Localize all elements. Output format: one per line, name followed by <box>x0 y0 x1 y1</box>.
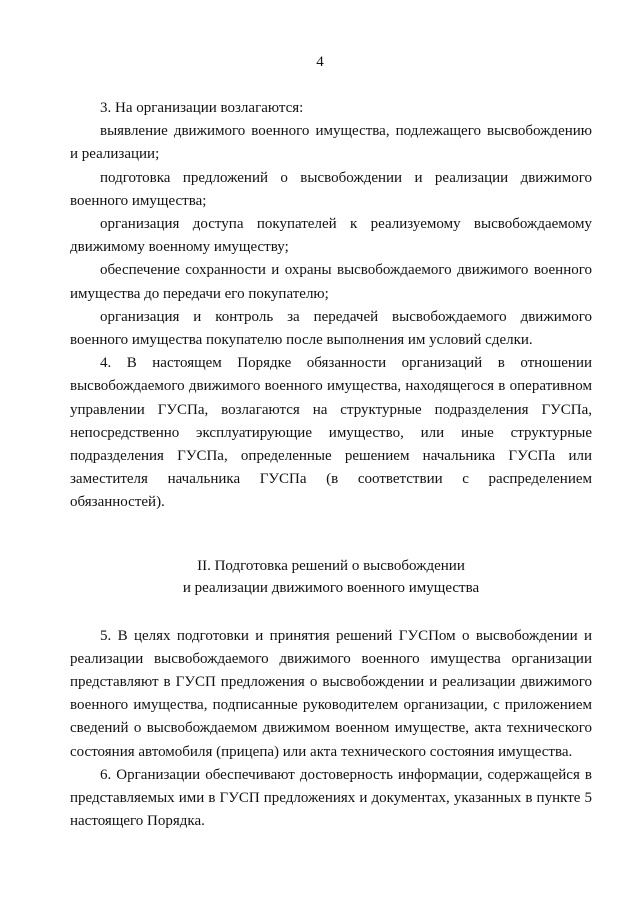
paragraph-3-duty-3: организация доступа покупателей к реализуемому высвобождаемому движимому военному имуществу; <box>70 216 592 256</box>
paragraph-4: 4. В настоящем Порядке обязанности организаций в отношении высвобождаемого движимого военного имущества, находящегося в оперативном управлении ГУСПа, возлагаются на структурные подразделения ГУСПа, непосредственно эксплуатирующие имущество, или иные структурные подразделения ГУСПа, определенные решением начальника ГУСПа или заместителя начальника ГУСПа (в соответствии с распределением обязанностей). <box>70 355 592 511</box>
paragraph-3-intro: 3. На организации возлагаются: <box>100 100 304 116</box>
paragraph-3-duty-5: организация и контроль за передачей высвобождаемого движимого военного имущества покупателю после выполнения им условий сделки. <box>70 308 592 349</box>
section-heading-line-2: и реализации движимого военного имущества <box>182 579 480 596</box>
paragraph-3-duty-1: выявление движимого военного имущества, подлежащего высвобождению и реализации; <box>70 123 592 163</box>
section-heading <box>70 555 592 599</box>
section-heading-line-1: II. Подготовка решений о высвобождении <box>197 557 465 574</box>
paragraph-3-duty-2: подготовка предложений о высвобождении и реализации движимого военного имущества; <box>70 169 592 209</box>
paragraph-5: 5. В целях подготовки и принятия решений ГУСПом о высвобождении и реализации высвобождаемого движимого военного имущества организации представляют в ГУСП предложения о высвобождении и реализации движимого военного имущества, подписанные руководителем организации, с приложением сведений о высвобождаемом движимом военном имуществе, акта технического состояния автомобиля (прицепа) или акта технического состояния имущества. <box>70 627 592 760</box>
document-body <box>70 97 592 833</box>
paragraph-6: 6. Организации обеспечивают достоверность информации, содержащейся в представляемых ими в ГУСП предложениях и документах, указанных в пункте 5 настоящего Порядка. <box>70 766 592 830</box>
page-number: 4 <box>316 54 324 70</box>
paragraph-3-duty-4: обеспечение сохранности и охраны высвобождаемого движимого военного имущества до передачи его покупателю; <box>70 262 592 302</box>
